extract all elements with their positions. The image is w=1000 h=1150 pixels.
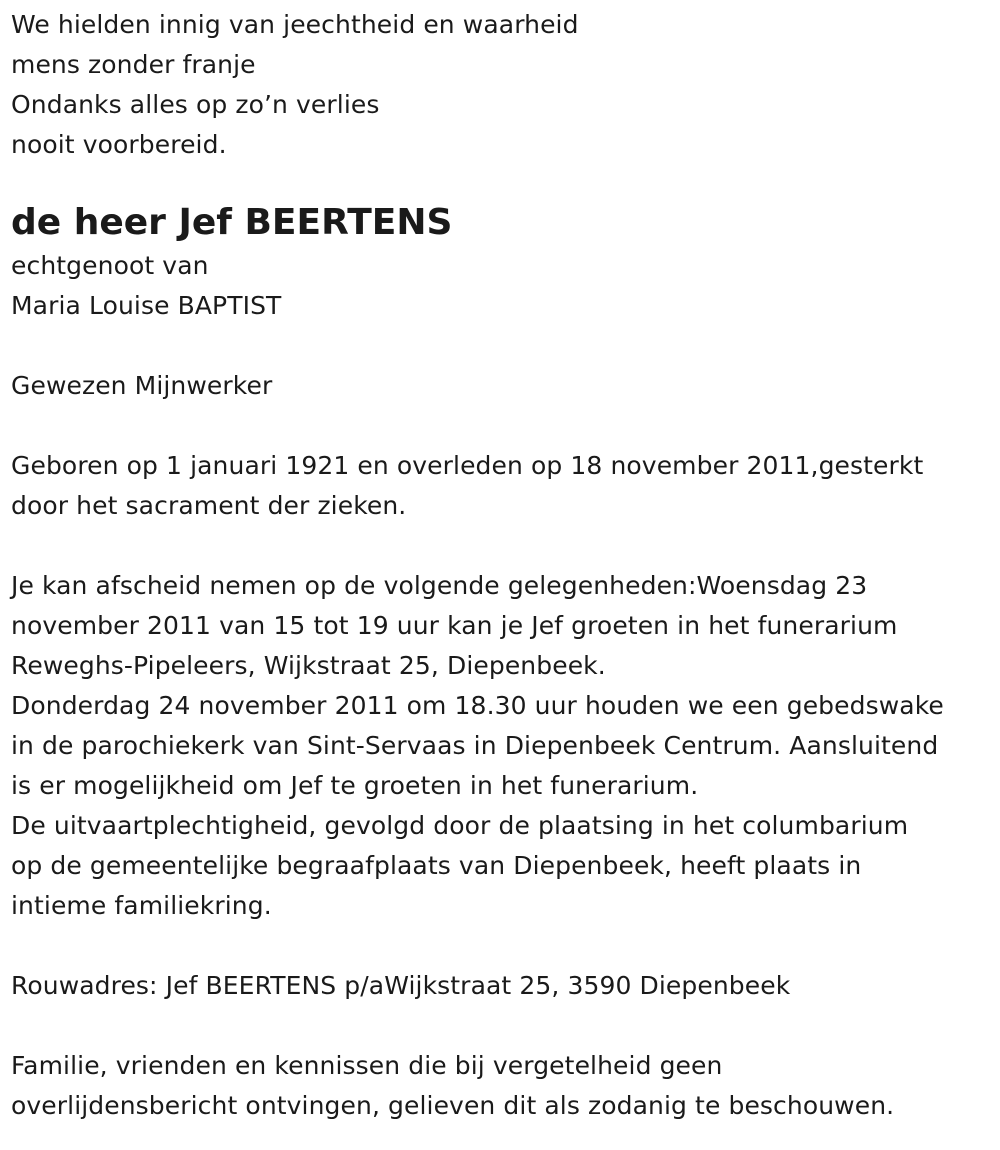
spouse-label: echtgenoot van — [11, 251, 209, 280]
paragraph-line: op de gemeentelijke begraafplaats van Diepenbeek, heeft plaats in — [11, 851, 862, 880]
mourning-address: Rouwadres: Jef BEERTENS p/aWijkstraat 25, 3590 Diepenbeek — [11, 971, 791, 1000]
paragraph-line: Geboren op 1 januari 1921 en overleden op 18 november 2011,gesterkt — [11, 451, 924, 480]
poem-line: Ondanks alles op zo’n verlies — [11, 90, 380, 119]
spacer — [11, 526, 1000, 566]
paragraph-line: intieme familiekring. — [11, 891, 272, 920]
birth-death-paragraph — [11, 446, 1000, 526]
paragraph-line: in de parochiekerk van Sint-Servaas in Diepenbeek Centrum. Aansluitend — [11, 731, 939, 760]
poem-line: mens zonder franje — [11, 50, 256, 79]
spouse-block — [11, 246, 1000, 326]
closing-paragraph — [11, 1046, 1000, 1126]
paragraph-line: Familie, vrienden en kennissen die bij vergetelheid geen — [11, 1051, 723, 1080]
farewell-paragraph — [11, 566, 1000, 926]
spouse-name: Maria Louise BAPTIST — [11, 291, 282, 320]
paragraph-line: door het sacrament der zieken. — [11, 491, 407, 520]
paragraph-line: De uitvaartplechtigheid, gevolgd door de plaatsing in het columbarium — [11, 811, 909, 840]
paragraph-line: overlijdensbericht ontvingen, gelieven dit als zodanig te beschouwen. — [11, 1091, 895, 1120]
paragraph-line: Reweghs-Pipeleers, Wijkstraat 25, Diepenbeek. — [11, 651, 606, 680]
spacer — [11, 326, 1000, 366]
paragraph-line: Donderdag 24 november 2011 om 18.30 uur houden we een gebedswake — [11, 691, 944, 720]
poem — [11, 5, 1000, 165]
spacer — [11, 406, 1000, 446]
deceased-name-heading: de heer Jef BEERTENS — [11, 202, 453, 243]
occupation: Gewezen Mijnwerker — [11, 371, 273, 400]
spacer — [11, 165, 1000, 200]
poem-line: We hielden innig van jeechtheid en waarheid — [11, 10, 579, 39]
paragraph-line: Je kan afscheid nemen op de volgende gelegenheden:Woensdag 23 — [11, 571, 868, 600]
spacer — [11, 1006, 1000, 1046]
paragraph-line: november 2011 van 15 tot 19 uur kan je Jef groeten in het funerarium — [11, 611, 898, 640]
spacer — [11, 926, 1000, 966]
poem-line: nooit voorbereid. — [11, 130, 227, 159]
paragraph-line: is er mogelijkheid om Jef te groeten in het funerarium. — [11, 771, 699, 800]
